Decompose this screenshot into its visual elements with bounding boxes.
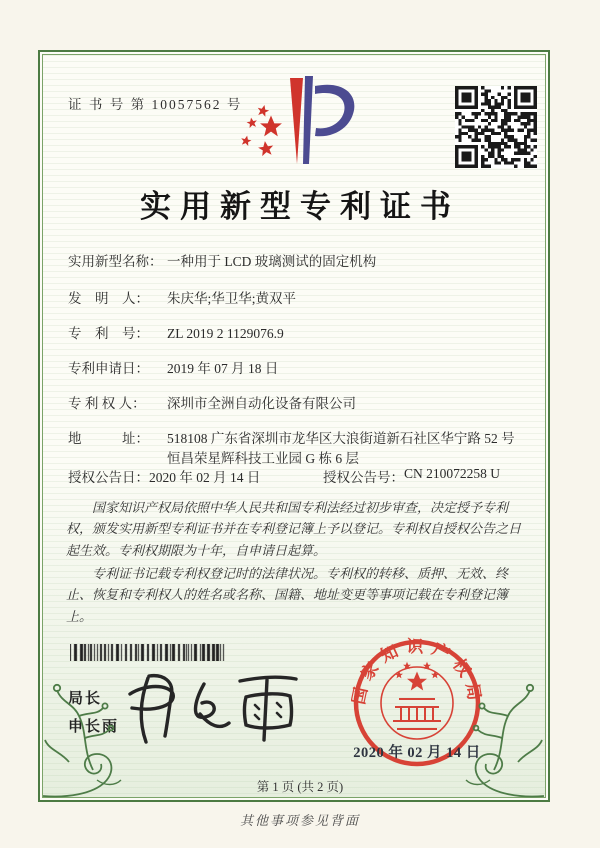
legal-paragraph: 专利证书记载专利权登记时的法律状况。专利权的转移、质押、无效、终止、恢复和专利权人的姓名或名称、国籍、地址变更等事项记载在专利登记簿上。 xyxy=(66,565,509,624)
page-number: 第 1 页 (共 2 页) xyxy=(256,780,344,794)
field-value: 朱庆华;华卫华;黄双平 xyxy=(167,291,297,306)
qr-code-canvas xyxy=(455,86,537,168)
field-label: 实用新型名称： xyxy=(68,254,163,269)
seal-text: 国家知识产权局 xyxy=(351,637,483,709)
field-value: 518108 广东省深圳市龙华区大浪街道新石社区华宁路 52 号恒昌荣星辉科技工业园 G 栋 6 层 xyxy=(167,431,515,466)
field-patent-number xyxy=(68,324,520,344)
field-inventors xyxy=(68,289,520,309)
barcode-canvas xyxy=(70,644,226,661)
legal-paragraph: 国家知识产权局依照中华人民共和国专利法经过初步审查，决定授予专利权，颁发实用新型专利证书并在专利登记簿上予以登记。专利权自授权公告之日起生效。专利权期限为十年，自申请日起算。 xyxy=(66,500,522,558)
field-label: 发 明 人： xyxy=(68,291,149,306)
back-side-note: 其他事项参见背面 xyxy=(239,813,360,828)
director-signature-icon xyxy=(118,664,313,757)
field-value: 一种用于 LCD 玻璃测试的固定机构 xyxy=(167,254,377,269)
field-patentee xyxy=(68,394,520,414)
field-label: 授权公告号： xyxy=(323,470,404,485)
field-value: 2020 年 02 月 14 日 xyxy=(149,470,261,485)
field-value: CN 210072258 U xyxy=(404,466,501,481)
cnipa-logo-icon xyxy=(233,70,368,175)
field-grant-date xyxy=(68,466,323,486)
barcode-icon xyxy=(70,644,226,666)
field-label: 专 利 权 人： xyxy=(68,396,146,411)
field-utility-model-name xyxy=(68,252,520,272)
seal-date: 2020 年 02 月 14 日 xyxy=(353,745,481,761)
qr-code-icon xyxy=(455,86,537,173)
certificate-number: 证 书 号 第 10057562 号 xyxy=(68,97,243,112)
field-grant-row xyxy=(68,466,520,486)
field-address xyxy=(68,429,520,468)
field-grant-number xyxy=(323,466,520,486)
field-value: ZL 2019 2 1129076.9 xyxy=(167,326,284,341)
field-label: 专 利 号： xyxy=(68,326,149,341)
field-label: 授权公告日： xyxy=(68,470,149,485)
field-value: 深圳市全洲自动化设备有限公司 xyxy=(167,396,356,411)
field-label: 地 址： xyxy=(68,431,149,446)
field-label: 专利申请日： xyxy=(68,361,149,376)
director-title: 局长 xyxy=(68,691,103,707)
legal-text-block xyxy=(66,497,522,629)
field-value: 2019 年 07 月 18 日 xyxy=(167,361,279,376)
director-name: 申长雨 xyxy=(68,719,120,735)
field-application-date xyxy=(68,359,520,379)
certificate-title: 实用新型专利证书 xyxy=(140,189,460,224)
